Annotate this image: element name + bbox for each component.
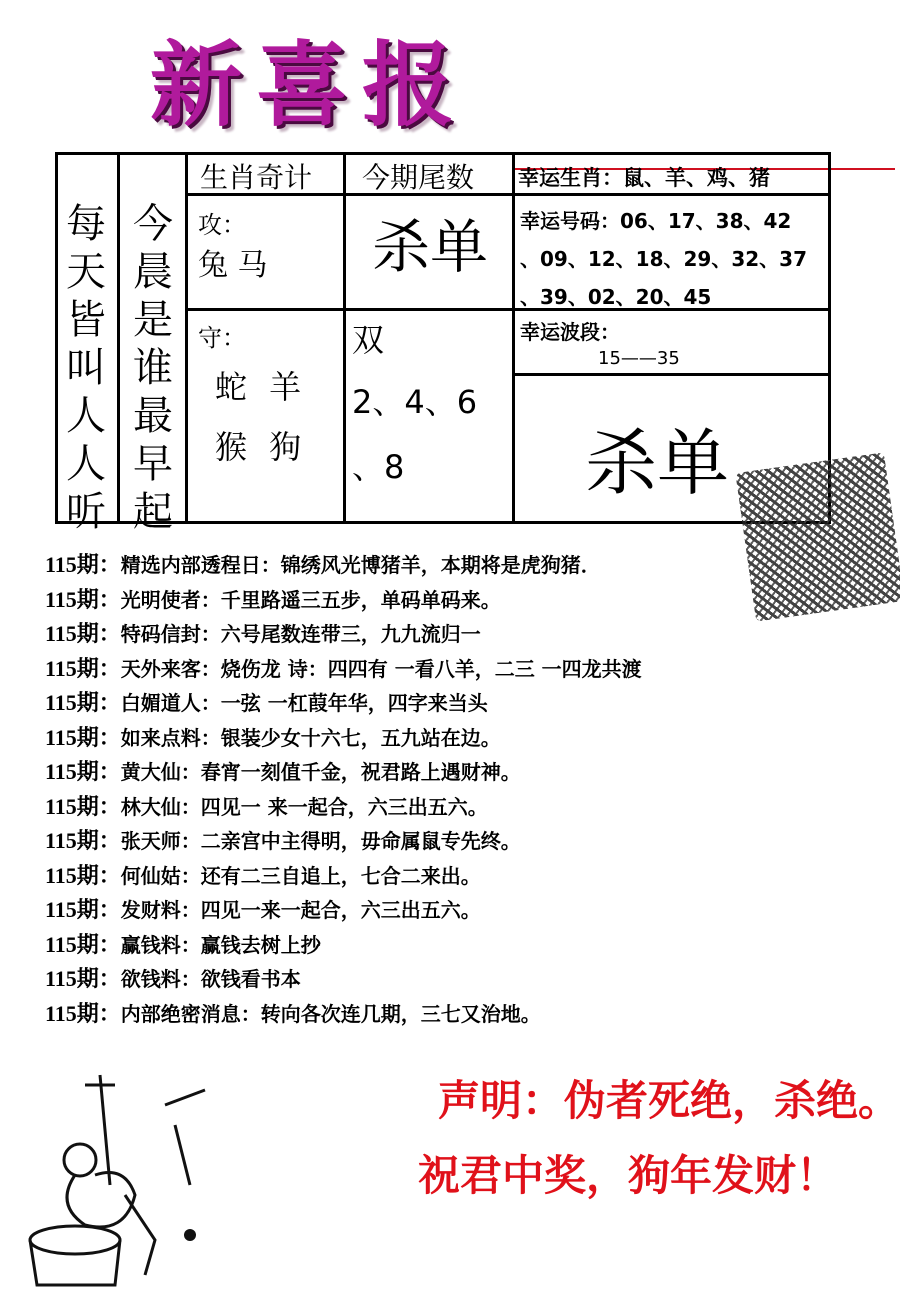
lucky-band-value: 15——35 <box>598 348 680 369</box>
attack-value: 兔 马 <box>198 248 268 283</box>
declaration-1: 声明：伪者死绝，杀绝。 <box>438 1076 900 1125</box>
table-divider <box>512 152 515 524</box>
list-item: 115期：精选内部透程日：锦绣风光博猪羊，本期将是虎狗猪． <box>45 552 601 577</box>
worker-illustration <box>15 1065 215 1290</box>
list-item: 115期：如来点料：银装少女十六七，五九站在边。 <box>45 724 501 750</box>
list-item: 115期：黄大仙：春宵一刻值千金，祝君路上遇财神。 <box>45 759 521 784</box>
lucky-zodiac: 幸运生肖：鼠、羊、鸡、猪 <box>518 166 770 190</box>
list-item: 115期：赢钱料：赢钱去树上抄 <box>45 931 321 957</box>
page-title: 新喜报 <box>150 31 469 139</box>
list-item: 115期：白媚道人：一弦 一杠葭年华，四字来当头 <box>45 690 488 715</box>
list-item: 115期：特码信封：六号尾数连带三，九九流归一 <box>45 621 481 646</box>
list-item: 115期：林大仙：四见一 来一起合，六三出五六。 <box>45 793 488 819</box>
table-divider <box>343 152 346 524</box>
attack-label: 攻： <box>198 211 246 239</box>
list-item: 115期：何仙姑：还有二三自追上，七合二来出。 <box>45 862 481 888</box>
list-item: 115期：张天师：二亲宫中主得明，毋命属鼠专先终。 <box>45 828 521 853</box>
list-item: 115期：内部绝密消息：转向各次连几期，三七又治地。 <box>45 1000 541 1026</box>
tail-double-label: 双 <box>352 321 385 359</box>
list-item: 115期：欲钱料：欲钱看书本 <box>45 966 301 991</box>
tail-kill-label: 杀单 <box>372 213 489 281</box>
header-zodiac: 生肖奇计 <box>200 161 313 194</box>
table-divider <box>185 152 188 524</box>
list-item: 115期：光明使者：千里路遥三五步，单码单码来。 <box>45 586 501 612</box>
big-kill-label: 杀单 <box>585 421 730 505</box>
prophecy-list <box>45 548 845 1031</box>
slogan-column-2: 今 晨 是 谁 最 早 起 <box>133 201 173 535</box>
defend-label: 守： <box>198 324 246 352</box>
defend-line-1: 蛇 羊 <box>215 368 308 406</box>
table-divider <box>512 373 831 376</box>
defend-line-2: 猴 狗 <box>215 428 308 466</box>
tail-numbers-2: 、8 <box>352 448 405 486</box>
lucky-band-label: 幸运波段： <box>520 320 620 344</box>
declaration-2: 祝君中奖，狗年发财！ <box>418 1151 839 1200</box>
table-divider <box>117 152 120 524</box>
header-tail: 今期尾数 <box>362 161 475 194</box>
list-item: 115期：发财料：四见一来一起合，六三出五六。 <box>45 897 481 922</box>
list-item: 115期：天外来客：烧伤龙 诗：四四有 一看八羊，二三 一四龙共渡 <box>45 655 642 681</box>
lucky-numbers: 幸运号码：06、17、38、42 、09、12、18、29、32、37 、39、02、20、45 <box>520 209 807 309</box>
tail-numbers-1: 2、4、6 <box>352 383 478 421</box>
slogan-column-1: 每 天 皆 叫 人 人 听 <box>66 201 106 535</box>
